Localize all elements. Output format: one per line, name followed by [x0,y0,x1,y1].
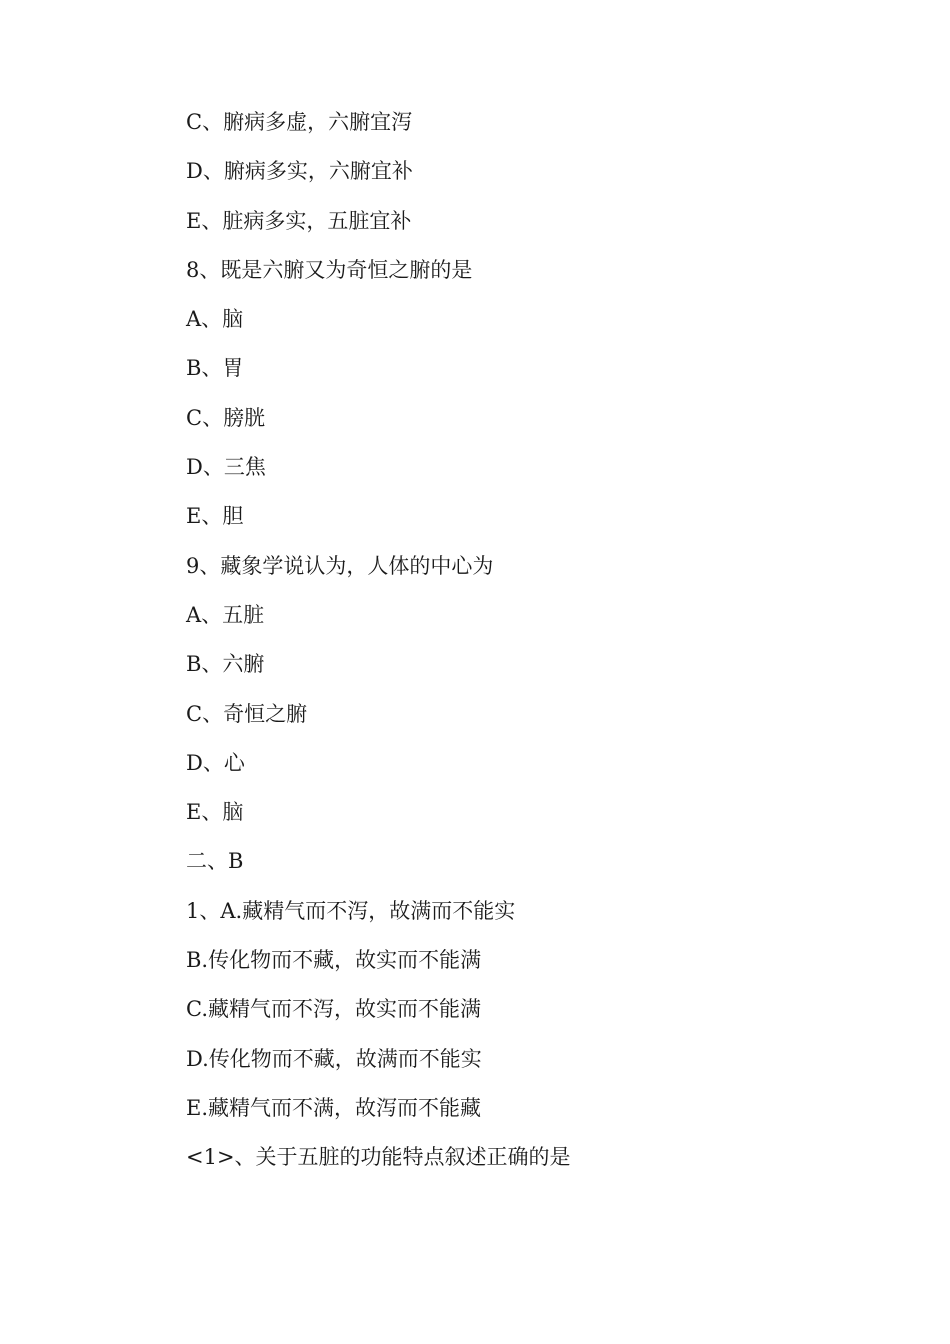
section-heading: 二、B [186,849,244,874]
question-line: <1>、关于五脏的功能特点叙述正确的是 [186,1145,571,1170]
option-line: E.藏精气而不满，故泻而不能藏 [186,1095,482,1120]
option-line: E、脏病多实，五脏宜补 [186,208,412,233]
option-line: D.传化物而不藏，故满而不能实 [186,1046,482,1071]
question-line: 9、藏象学说认为，人体的中心为 [186,553,494,578]
option-line: B、胃 [186,356,244,381]
option-line: C、奇恒之腑 [186,701,308,726]
option-line: B、六腑 [186,652,265,677]
option-line: D、三焦 [186,455,266,480]
document-body [186,104,886,1189]
option-line: D、腑病多实，六腑宜补 [186,159,413,184]
option-line: C、膀胱 [186,405,266,430]
option-line: E、胆 [186,504,244,529]
option-line: B.传化物而不藏，故实而不能满 [186,948,482,973]
option-line: C.藏精气而不泻，故实而不能满 [186,997,481,1022]
option-line: D、心 [186,750,245,775]
option-line: A、脑 [186,307,244,332]
option-line: E、脑 [186,800,244,825]
option-line: C、腑病多虚，六腑宜泻 [186,110,413,134]
question-line: 1、A.藏精气而不泻，故满而不能实 [186,898,516,923]
question-line: 8、既是六腑又为奇恒之腑的是 [186,257,473,282]
option-line: A、五脏 [186,602,265,627]
